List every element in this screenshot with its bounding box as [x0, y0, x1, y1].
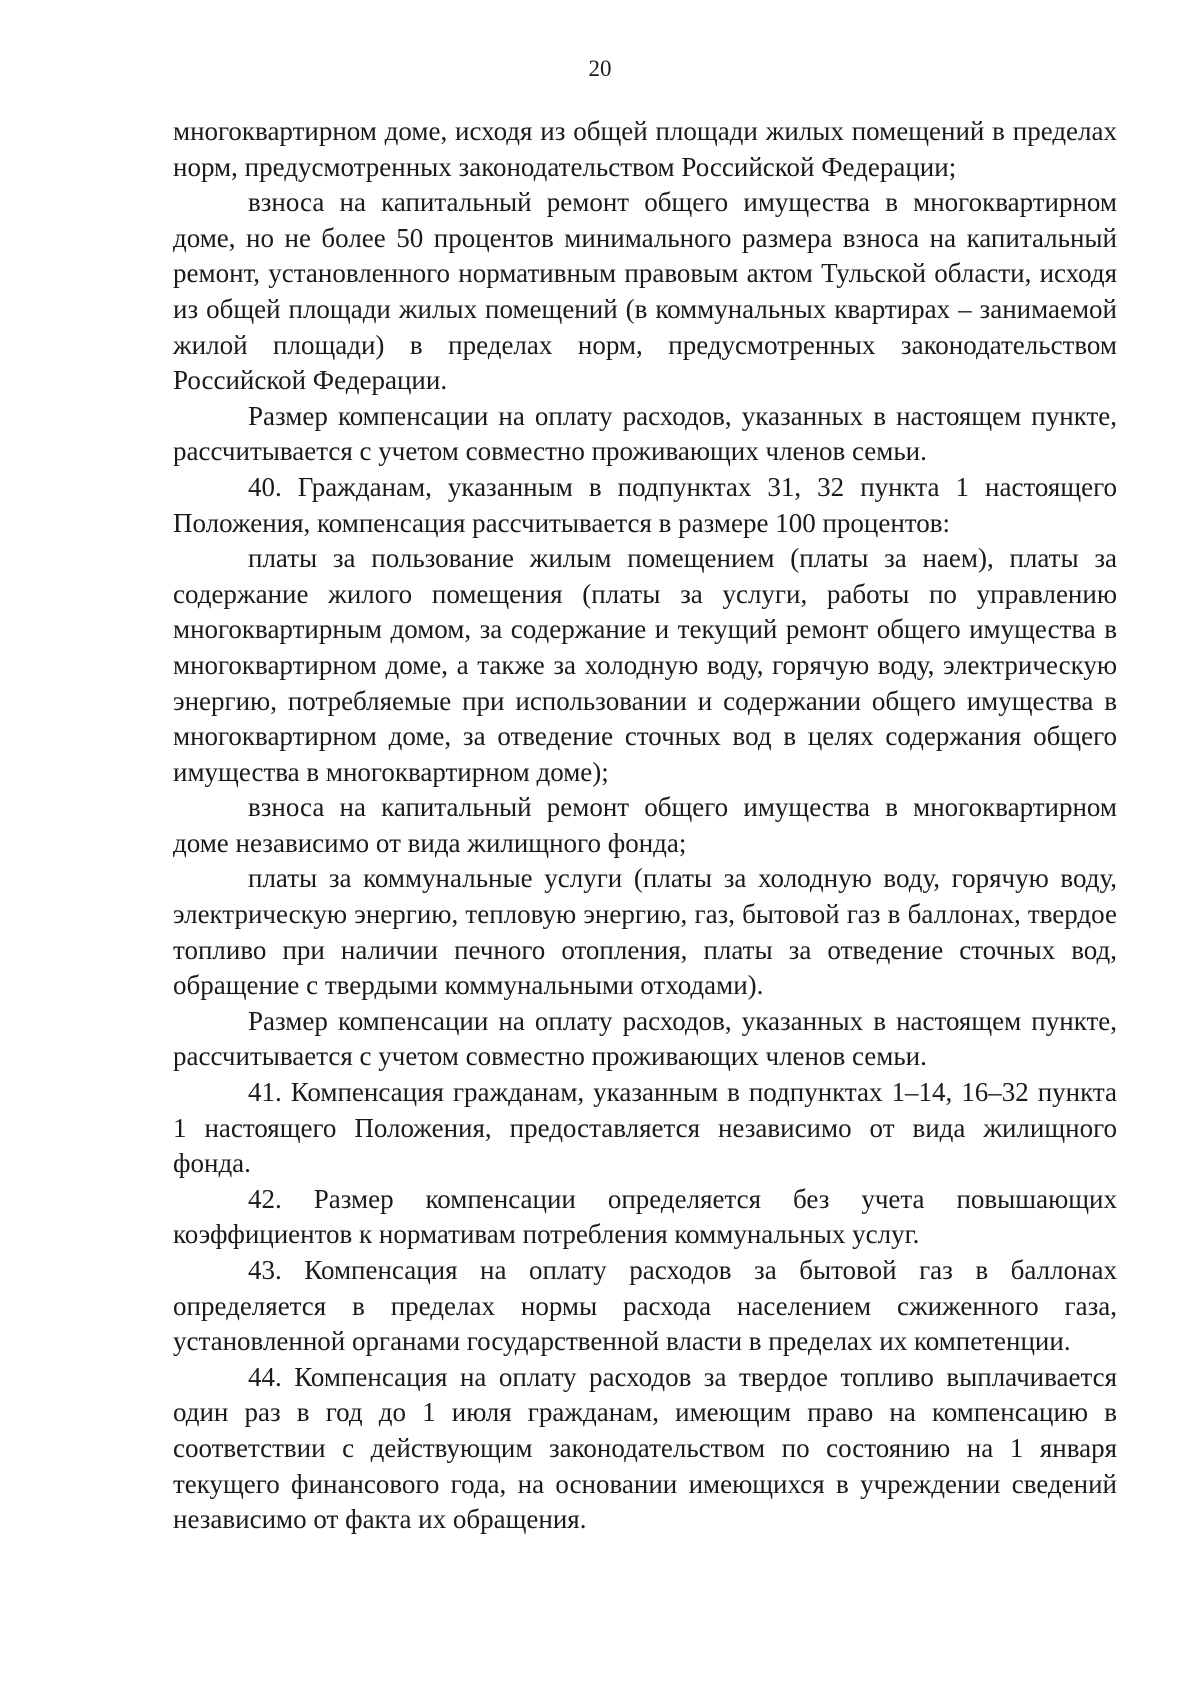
paragraph: платы за коммунальные услуги (платы за холодную воду, горячую воду, электрическую энергию, тепловую энергию, газ, бытовой газ в баллонах, твердое топливо при наличии печного отопления, платы за отведение сточных вод, обращение с твердыми коммунальными отходами). — [173, 863, 1117, 1001]
paragraph-item-42: 42. Размер компенсации определяется без учета повышающих коэффициентов к нормативам потребления коммунальных услуг. — [173, 1183, 1117, 1250]
paragraph: Размер компенсации на оплату расходов, указанных в настоящем пункте, рассчитывается с учетом совместно проживающих членов семьи. — [173, 400, 1117, 467]
paragraph-item-44: 44. Компенсация на оплату расходов за твердое топливо выплачивается один раз в год до 1 июля гражданам, имеющим право на компенсацию в соответствии с действующим законодательством по состоянию на 1 января текущего финансового года, на основании имеющихся в учреждении сведений независимо от факта их обращения. — [173, 1361, 1117, 1535]
paragraph-continuation: многоквартирном доме, исходя из общей площади жилых помещений в пределах норм, предусмотренных законодательством Российской Федерации; — [173, 116, 1117, 182]
paragraph-item-41: 41. Компенсация гражданам, указанным в подпунктах 1–14, 16–32 пункта 1 настоящего Положения, предоставляется независимо от вида жилищного фонда. — [173, 1077, 1117, 1179]
paragraph-item-43: 43. Компенсация на оплату расходов за бытовой газ в баллонах определяется в пределах нормы расхода населением сжиженного газа, установленной органами государственной власти в пределах их компетенции. — [173, 1255, 1117, 1357]
paragraph: взноса на капитальный ремонт общего имущества в многоквартирном доме независимо от вида жилищного фонда; — [173, 792, 1117, 858]
paragraph: Размер компенсации на оплату расходов, указанных в настоящем пункте, рассчитывается с учетом совместно проживающих членов семьи. — [173, 1005, 1117, 1072]
document-body — [173, 114, 1117, 1538]
paragraph: платы за пользование жилым помещением (платы за наем), платы за содержание жилого помещения (платы за услуги, работы по управлению многоквартирным домом, за содержание и текущий ремонт общего имущества в многоквартирном доме, а также за холодную воду, горячую воду, электрическую энергию, потребляемые при использовании и содержании общего имущества в многоквартирном доме, за отведение сточных вод в целях содержания общего имущества в многоквартирном доме); — [173, 543, 1117, 787]
paragraph: взноса на капитальный ремонт общего имущества в многоквартирном доме, но не более 50 процентов минимального размера взноса на капитальный ремонт, установленного нормативным правовым актом Тульской области, исходя из общей площади жилых помещений (в коммунальных квартирах – занимаемой жилой площади) в пределах норм, предусмотренных законодательством Российской Федерации. — [173, 187, 1117, 396]
paragraph-item-40: 40. Гражданам, указанным в подпунктах 31, 32 пункта 1 настоящего Положения, компенсация рассчитывается в размере 100 процентов: — [173, 471, 1117, 538]
page-number: 20 — [588, 56, 612, 81]
